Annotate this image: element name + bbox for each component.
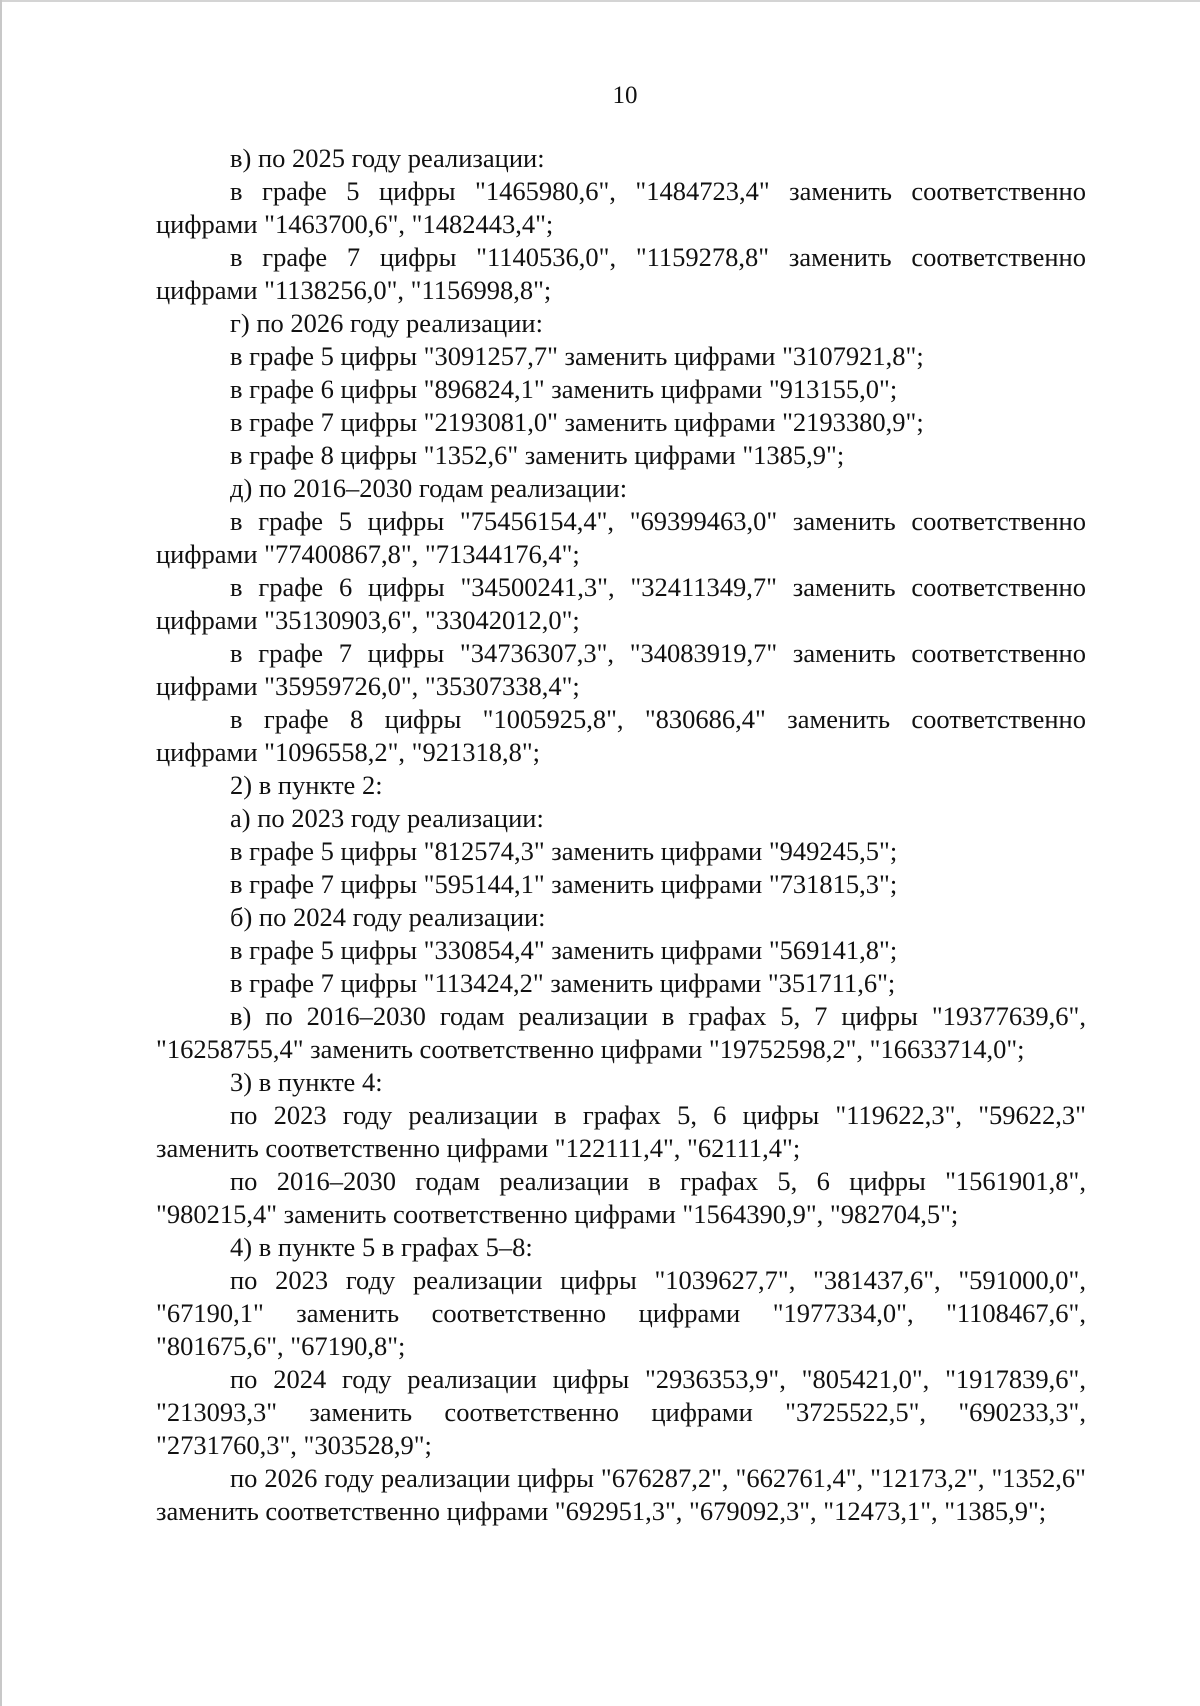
paragraph-5: в графе 5 цифры "3091257,7" заменить цифрами "3107921,8"; [230,341,924,371]
paragraph-7: в графе 7 цифры "2193081,0" заменить цифрами "2193380,9"; [230,407,924,437]
paragraph-19: в графе 5 цифры "330854,4" заменить цифрами "569141,8"; [230,935,898,965]
paragraph-13: в графе 8 цифры "1005925,8", "830686,4" заменить соответственно цифрами "1096558,2", "921318,8"; [156,704,1086,767]
paragraph-3: в графе 7 цифры "1140536,0", "1159278,8" заменить соответственно цифрами "1138256,0", "1156998,8"; [156,242,1086,305]
paragraph-24: по 2016–2030 годам реализации в графах 5, 6 цифры "1561901,8", "980215,4" заменить соответственно цифрами "1564390,9", "982704,5"; [156,1166,1086,1229]
paragraph-8: в графе 8 цифры "1352,6" заменить цифрами "1385,9"; [230,440,845,470]
paragraph-27: по 2024 году реализации цифры "2936353,9", "805421,0", "1917839,6", "213093,3" заменить соответственно цифрами "3725522,5", "690233,3", "2731760,3", "303528,9"; [156,1364,1086,1460]
paragraph-14: 2) в пункте 2: [230,770,383,800]
paragraph-21: в) по 2016–2030 годам реализации в графах 5, 7 цифры "19377639,6", "16258755,4" заменить соответственно цифрами "19752598,2", "16633714,0"; [156,1001,1086,1064]
paragraph-4: г) по 2026 году реализации: [230,308,543,338]
paragraph-18: б) по 2024 году реализации: [230,902,546,932]
document-body [156,142,1086,1528]
paragraph-26: по 2023 году реализации цифры "1039627,7", "381437,6", "591000,0", "67190,1" заменить соответственно цифрами "1977334,0", "1108467,6", "801675,6", "67190,8"; [156,1265,1086,1361]
paragraph-10: в графе 5 цифры "75456154,4", "69399463,0" заменить соответственно цифрами "77400867,8", "71344176,4"; [156,506,1086,569]
paragraph-23: по 2023 году реализации в графах 5, 6 цифры "119622,3", "59622,3" заменить соответственно цифрами "122111,4", "62111,4"; [156,1100,1086,1163]
paragraph-11: в графе 6 цифры "34500241,3", "32411349,7" заменить соответственно цифрами "35130903,6", "33042012,0"; [156,572,1086,635]
scan-edge-left [0,0,2,1706]
paragraph-6: в графе 6 цифры "896824,1" заменить цифрами "913155,0"; [230,374,898,404]
paragraph-22: 3) в пункте 4: [230,1067,383,1097]
paragraph-2: в графе 5 цифры "1465980,6", "1484723,4" заменить соответственно цифрами "1463700,6", "1482443,4"; [156,176,1086,239]
paragraph-20: в графе 7 цифры "113424,2" заменить цифрами "351711,6"; [230,968,896,998]
paragraph-28: по 2026 году реализации цифры "676287,2", "662761,4", "12173,2", "1352,6" заменить соответственно цифрами "692951,3", "679092,3", "12473,1", "1385,9"; [156,1463,1086,1526]
paragraph-1: в) по 2025 году реализации: [230,143,545,173]
paragraph-9: д) по 2016–2030 годам реализации: [230,473,628,503]
paragraph-12: в графе 7 цифры "34736307,3", "34083919,7" заменить соответственно цифрами "35959726,0", "35307338,4"; [156,638,1086,701]
page-number: 10 [612,82,638,109]
paragraph-15: а) по 2023 году реализации: [230,803,544,833]
paragraph-16: в графе 5 цифры "812574,3" заменить цифрами "949245,5"; [230,836,898,866]
scan-edge-top [0,0,1200,2]
paragraph-17: в графе 7 цифры "595144,1" заменить цифрами "731815,3"; [230,869,898,899]
paragraph-25: 4) в пункте 5 в графах 5–8: [230,1232,533,1262]
